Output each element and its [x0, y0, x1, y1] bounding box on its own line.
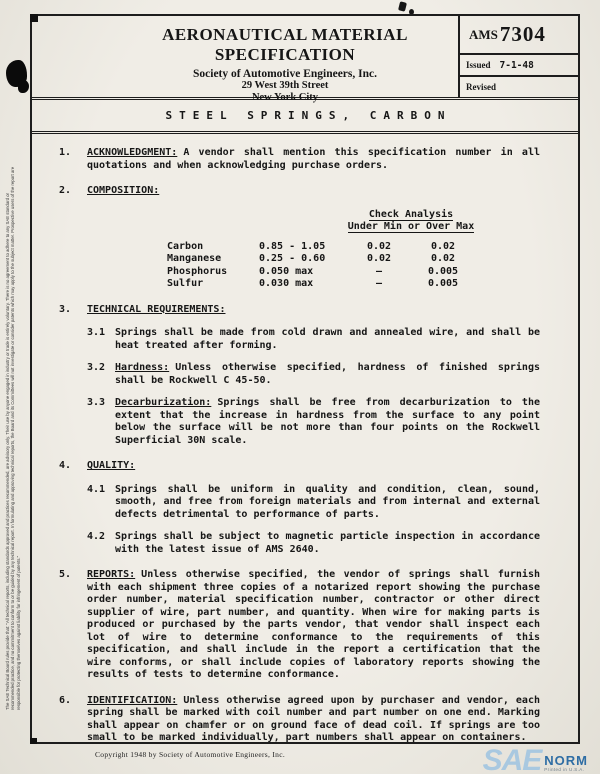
table-group-header: Check Analysis	[368, 208, 454, 220]
table-column-header: Under Min or Over Max	[347, 221, 475, 232]
element-range: 0.25 - 0.60	[259, 253, 326, 264]
section-body: Unless otherwise agreed upon by purchaser and vendor, each spring shall be marked with coil number and part number on one end. Marking shall appear on chamfer or on ground face of dead coil. If springs are too small to be marked individually, part numbers shall appear on containers.	[87, 694, 540, 743]
table-row	[167, 253, 540, 266]
under-min-value: 0.02	[366, 240, 392, 252]
subsection-4-2	[87, 531, 540, 556]
section-body: A vendor shall mention this specification number in all quotations and when acknowledging purchase orders.	[87, 147, 540, 171]
section-number: 3.	[59, 303, 72, 315]
subsection-number: 3.3	[87, 397, 106, 408]
spec-prefix: AMS	[469, 26, 498, 42]
address-line-2: New York City	[251, 92, 319, 103]
stamp-mark-icon	[398, 1, 407, 11]
subsection-3-1	[87, 327, 540, 352]
under-min-value: —	[375, 278, 383, 289]
norm-label: NORM	[544, 753, 588, 768]
ink-blot	[6, 60, 27, 87]
subsection-number: 4.2	[87, 531, 106, 542]
section-heading: TECHNICAL REQUIREMENTS:	[87, 303, 226, 315]
section-text	[87, 460, 540, 556]
section-heading: QUALITY:	[87, 460, 136, 471]
corner-mark	[30, 14, 38, 22]
section-number: 5.	[59, 569, 72, 580]
subsection-body: Springs shall be uniform in quality and condition, clean, sound, smooth, and free from foreign materials and from internal and external defects detrimental to performance of parts.	[115, 483, 540, 520]
subsection-lead: Hardness:	[115, 362, 170, 373]
element-name: Sulfur	[167, 278, 204, 289]
spec-title: AERONAUTICAL MATERIAL SPECIFICATION	[162, 25, 408, 64]
sae-logo: SAE	[482, 744, 542, 774]
section-text	[87, 569, 540, 682]
section-text	[87, 185, 540, 291]
issued-date: 7-1-48	[499, 59, 534, 71]
sae-norm-watermark	[482, 744, 588, 774]
spec-number: 7304	[499, 22, 546, 46]
address-line-1: 29 West 39th Street	[241, 80, 329, 91]
revised-label: Revised	[466, 82, 496, 92]
corner-mark	[30, 738, 37, 744]
document-title: STEEL SPRINGS, CARBON	[165, 109, 452, 122]
element-range: 0.050 max	[259, 265, 314, 277]
section-text	[87, 695, 540, 745]
revised-row	[460, 77, 578, 97]
section-text	[87, 147, 540, 172]
document-title-band	[32, 100, 578, 134]
section-6	[59, 695, 540, 745]
section-number: 2.	[59, 185, 72, 196]
spec-header	[32, 16, 578, 103]
under-min-value: 0.02	[366, 253, 392, 264]
subsection-body: Springs shall be free from decarburization to the extent that the increase in hardness from the surface to any point below the surface will be not more than four points on the Rockwell Superficial 30N scale.	[115, 397, 540, 446]
subsection-3-3	[87, 397, 540, 447]
subsection-lead: Decarburization:	[115, 397, 212, 408]
element-name: Phosphorus	[167, 265, 228, 277]
table-row	[167, 266, 540, 279]
section-heading: COMPOSITION:	[87, 185, 160, 196]
section-body: Unless otherwise specified, the vendor of springs shall furnish with each shipment three copies of a notarized report showing the purchase order number, material specification number, contractor or other direct supplier of wire, part number, and quantity. When wire for making parts is produced or purchased by the parts vendor, that vendor shall inspect each lot of wire to determine conformance to the requirements of this specification, and shall include in the report a certification that the wire conforms, or shall include copies of laboratory reports showing the results of tests to determine conformance.	[87, 569, 540, 680]
issued-label: Issued	[466, 60, 491, 70]
table-row	[167, 241, 540, 254]
printed-in-usa-label: Printed in U.S.A.	[544, 767, 585, 772]
element-name: Carbon	[167, 240, 204, 252]
section-number: 1.	[59, 147, 72, 158]
over-max-value: 0.005	[427, 278, 459, 289]
subsection-number: 3.1	[87, 327, 106, 338]
section-number: 6.	[59, 694, 72, 706]
section-5	[59, 569, 540, 682]
section-heading: REPORTS:	[87, 569, 136, 580]
header-masthead	[32, 16, 458, 103]
over-max-value: 0.005	[427, 265, 459, 277]
spec-body	[32, 134, 578, 745]
section-3	[59, 304, 540, 448]
section-number: 4.	[59, 460, 72, 471]
under-min-value: —	[375, 265, 383, 277]
spec-frame	[30, 14, 580, 744]
section-text	[87, 304, 540, 448]
section-4	[59, 460, 540, 556]
over-max-value: 0.02	[430, 240, 456, 252]
element-range: 0.030 max	[259, 278, 314, 289]
org-name: Society of Automotive Engineers, Inc.	[193, 68, 377, 80]
subsection-4-1	[87, 484, 540, 522]
subsection-body: Springs shall be subject to magnetic particle inspection in accordance with the latest issue of AMS 2640.	[115, 531, 540, 555]
copyright-line: Copyright 1948 by Society of Automotive Engineers, Inc.	[95, 750, 286, 759]
subsection-number: 4.1	[87, 483, 106, 495]
section-2	[59, 185, 540, 291]
issued-row	[460, 55, 578, 77]
table-group-header-row	[167, 209, 540, 222]
section-1	[59, 147, 540, 172]
section-heading: ACKNOWLEDGMENT:	[87, 147, 178, 158]
margin-disclaimer	[5, 165, 27, 713]
element-name: Manganese	[167, 253, 222, 264]
element-range: 0.85 - 1.05	[259, 240, 326, 252]
table-row	[167, 278, 540, 291]
subsection-number: 3.2	[87, 362, 106, 373]
margin-disclaimer-text: The SAE Technical Board rules provide that: "All technical reports, including standards approved and practices recommended, are advisory only. Their use by anyone engaged in industry or trade is entirely voluntary. There is no agreement to adhere to any SAE standard or recommended practice, and no commitment to conform to or be guided by any technical report. In formulating and approving technical reports, the Board and its Committees will not investigate or consider patents which may apply to the subject matter. Prospective users of the report are responsible for protecting themselves against liability for infringement of patents."	[5, 166, 21, 710]
section-heading: IDENTIFICATION:	[87, 694, 178, 706]
spec-number-row	[460, 16, 578, 55]
composition-table	[167, 209, 540, 291]
subsection-body: Unless otherwise specified, hardness of finished springs shall be Rockwell C 45-50.	[115, 362, 540, 386]
table-column-header-row	[167, 221, 540, 234]
spec-number-box	[458, 16, 578, 97]
subsection-body: Springs shall be made from cold drawn and annealed wire, and shall be heat treated after forming.	[115, 327, 540, 351]
subsection-3-2	[87, 362, 540, 387]
over-max-value: 0.02	[430, 253, 456, 264]
